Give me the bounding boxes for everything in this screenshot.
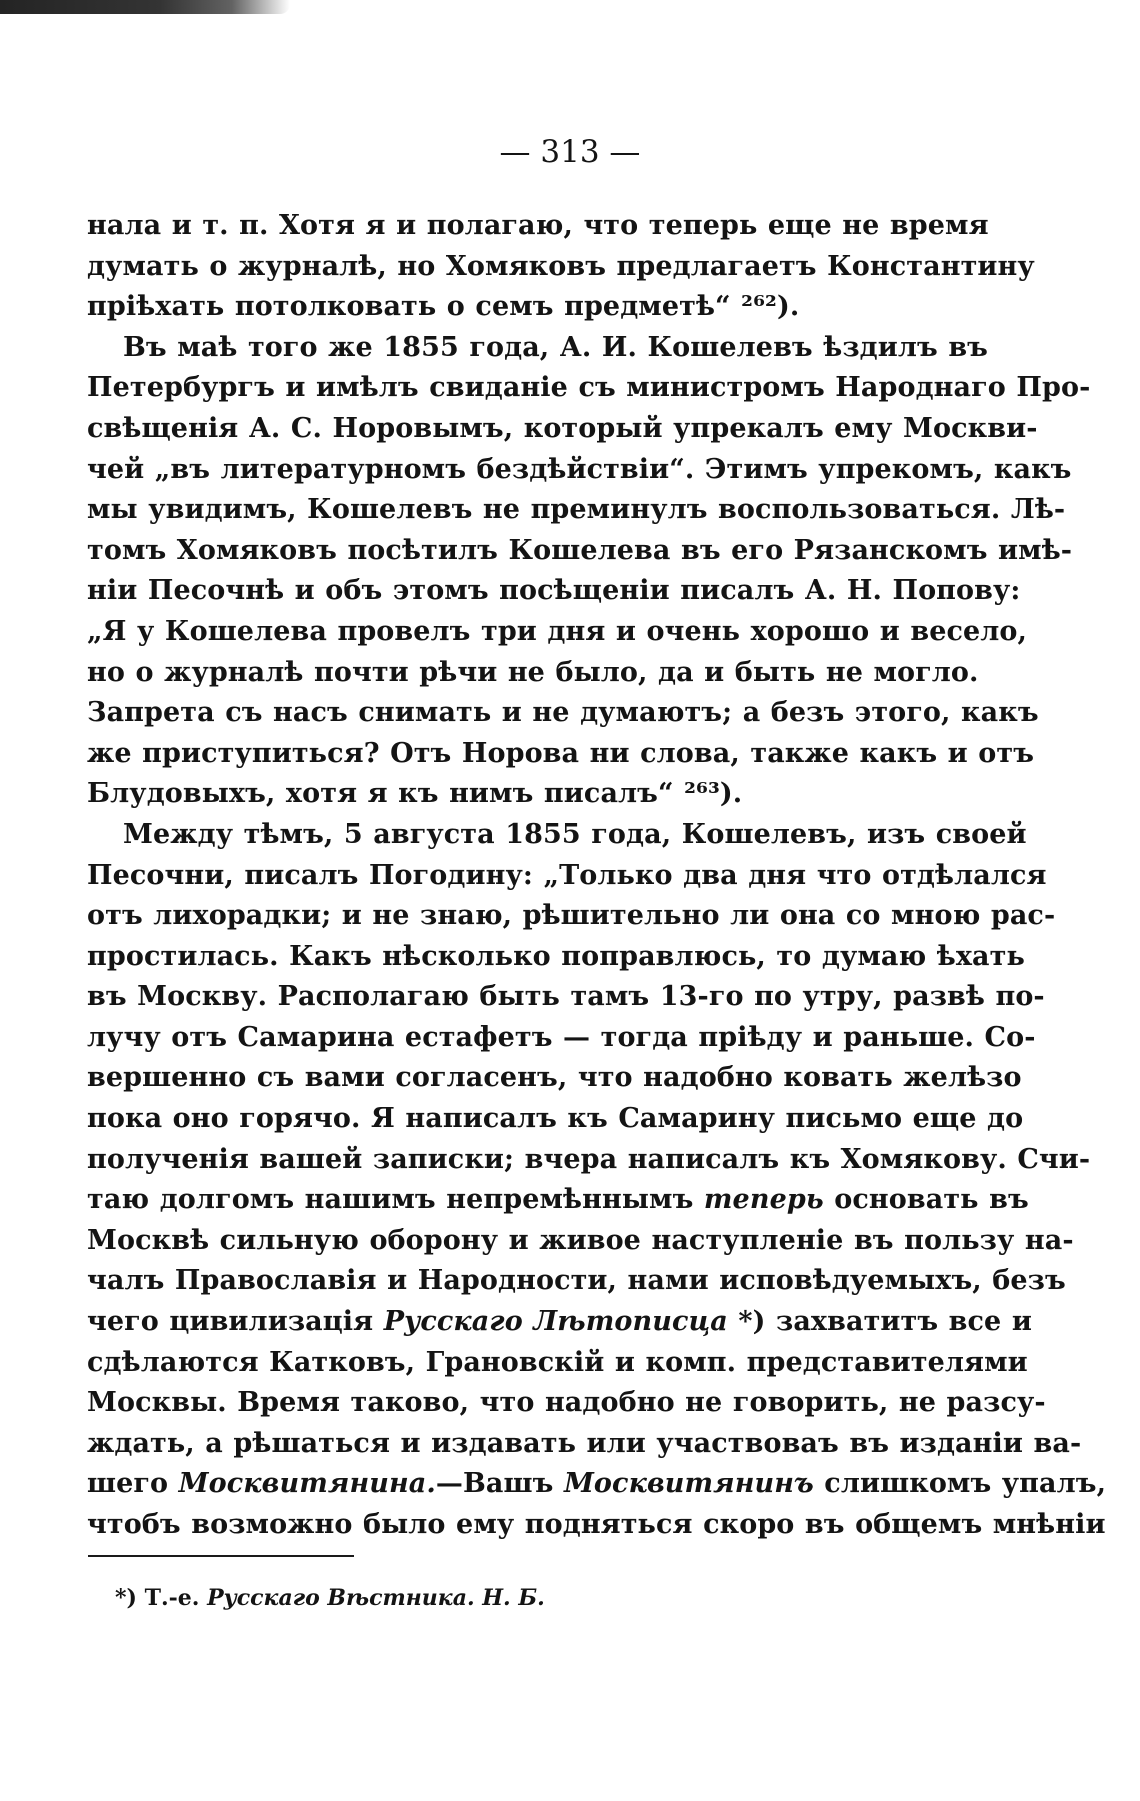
page-number: — 313 — (499, 134, 641, 170)
text-line: думать о журналѣ, но Хомяковъ предлагаетъ Константину (87, 250, 1035, 282)
text-line: ніи Песочнѣ и объ этомъ посѣщеніи писалъ А. Н. Попову: (87, 575, 1021, 607)
text-segment: —Вашъ (435, 1468, 554, 1500)
text-segment: основать въ (834, 1184, 1029, 1216)
body-text (87, 206, 1107, 1546)
footnote (115, 1583, 545, 1613)
text-line: сдѣлаются Катковъ, Грановскій и комп. представителями (87, 1346, 1028, 1378)
footnote-rule (88, 1555, 354, 1557)
footnote-marker: *) Т.-е. (115, 1585, 200, 1611)
italic-title: Русскаго Лѣтописца (383, 1306, 728, 1338)
italic-term: теперь (703, 1184, 824, 1216)
italic-title: Москвитянина. (178, 1468, 436, 1500)
text-line: пріѣхать потолковать о семъ предметѣ“ ²⁶²). (87, 291, 800, 323)
text-line: „Я у Кошелева провелъ три дня и очень хорошо и весело, (87, 615, 1028, 647)
text-line-with-italic (87, 1464, 1107, 1505)
text-line: полученія вашей записки; вчера написалъ къ Хомякову. Счи- (87, 1143, 1091, 1175)
text-line: чей „въ литературномъ бездѣйствіи“. Этимъ упрекомъ, какъ (87, 453, 1072, 485)
text-line: простилась. Какъ нѣсколько поправлюсь, то думаю ѣхать (87, 940, 1025, 972)
text-line: чтобъ возможно было ему подняться скоро въ общемъ мнѣніи (87, 1509, 1106, 1540)
text-line: Блудовыхъ, хотя я къ нимъ писалъ“ ²⁶³). (87, 778, 743, 810)
text-line: Москвы. Время таково, что надобно не говорить, не разсу- (87, 1387, 1046, 1419)
text-line: свѣщенія А. С. Норовымъ, который упрекалъ ему Москви- (87, 412, 1038, 444)
text-segment: *) захватитъ все и (738, 1306, 1032, 1338)
text-line: отъ лихорадки; и не знаю, рѣшительно ли она со мною рас- (87, 900, 1056, 932)
text-line: вершенно съ вами согласенъ, что надобно ковать желѣзо (87, 1062, 1022, 1094)
text-segment: чего цивилизація (87, 1306, 374, 1338)
italic-title: Москвитянинъ (563, 1468, 814, 1500)
text-line: ждать, а рѣшаться и издавать или участвоваъ въ изданіи ва- (87, 1427, 1082, 1459)
text-line: же приступиться? Отъ Норова ни слова, также какъ и отъ (87, 737, 1035, 769)
text-line: мы увидимъ, Кошелевъ не преминулъ воспользоваться. Лѣ- (87, 494, 1066, 526)
footnote-italic: Русскаго Вѣстника. Н. Б. (207, 1585, 545, 1611)
text-line: Песочни, писалъ Погодину: „Только два дня что отдѣлался (87, 859, 1047, 891)
text-line: томъ Хомяковъ посѣтилъ Кошелева въ его Рязанскомъ имѣ- (87, 534, 1073, 566)
text-line-with-italic (87, 1302, 1032, 1343)
text-line: Въ маѣ того же 1855 года, А. И. Кошелевъ ѣздилъ въ (123, 331, 988, 363)
text-line: Между тѣмъ, 5 августа 1855 года, Кошелевъ, изъ своей (123, 818, 1027, 850)
text-line-with-italic (87, 1180, 1029, 1221)
text-line: чалъ Православія и Народности, нами исповѣдуемыхъ, безъ (87, 1265, 1066, 1297)
text-line: лучу отъ Самарина естафетъ — тогда пріѣду и раньше. Со- (87, 1021, 1036, 1053)
text-line: Запрета съ насъ снимать и не думаютъ; а безъ этого, какъ (87, 697, 1039, 729)
text-line: нала и т. п. Хотя я и полагаю, что теперь еще не время (87, 210, 989, 241)
text-line: но о журналѣ почти рѣчи не было, да и быть не могло. (87, 656, 979, 688)
text-segment: таю долгомъ нашимъ непремѣннымъ (87, 1184, 694, 1216)
text-line: Петербургъ и имѣлъ свиданіе съ министромъ Народнаго Про- (87, 372, 1091, 404)
text-segment: слишкомъ упалъ, (824, 1468, 1107, 1500)
text-line: въ Москву. Располагаю быть тамъ 13-го по утру, развѣ по- (87, 981, 1045, 1013)
scan-edge-mark (0, 0, 290, 14)
text-segment: шего (87, 1468, 169, 1500)
text-line: пока оно горячо. Я написалъ къ Самарину письмо еще до (87, 1103, 1024, 1135)
text-line: Москвѣ сильную оборону и живое наступленіе въ пользу на- (87, 1224, 1074, 1256)
